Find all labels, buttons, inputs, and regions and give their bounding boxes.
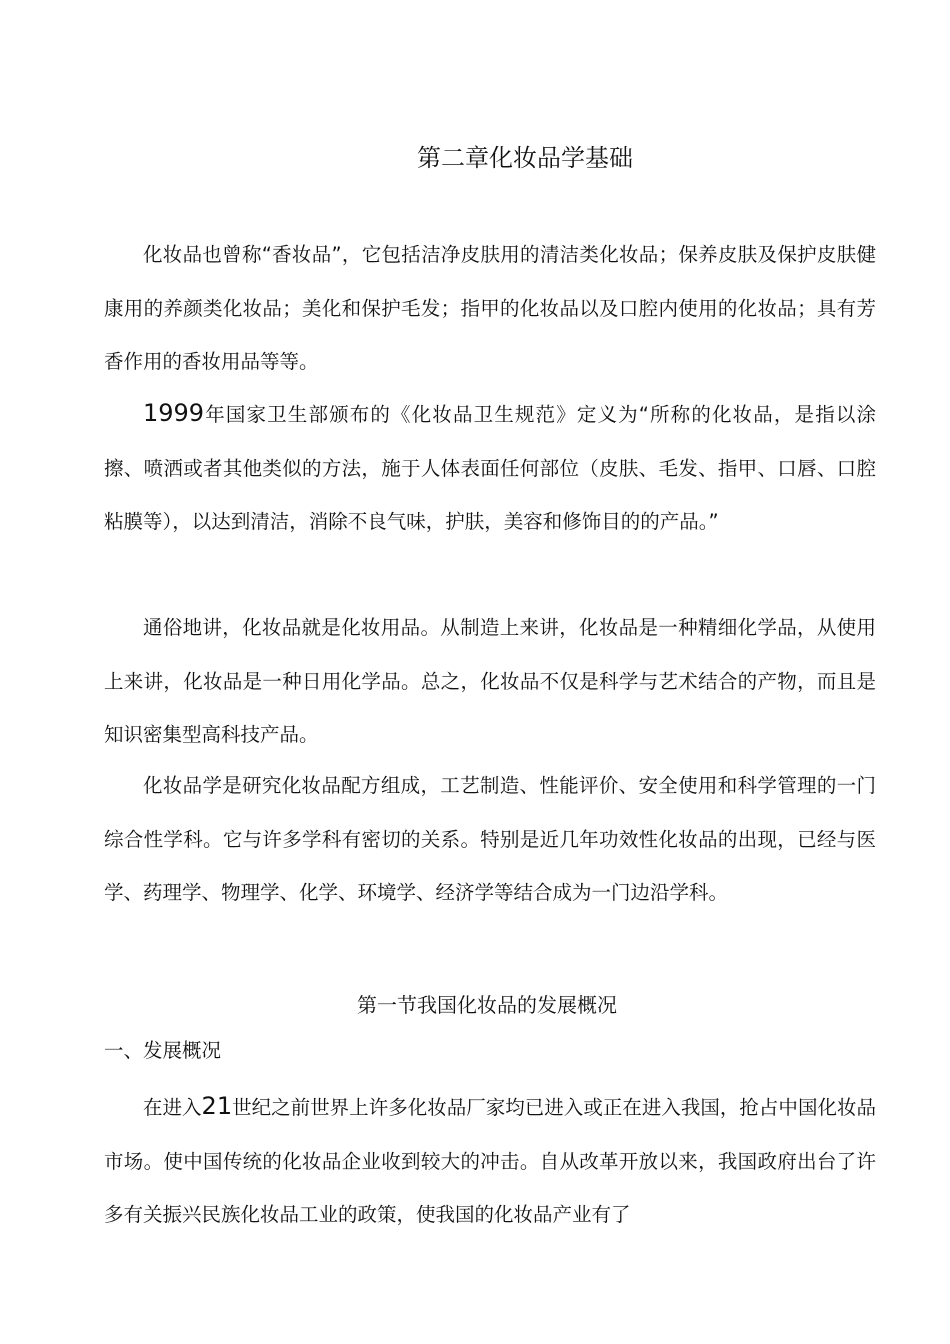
paragraph-cosmetics-definition: 化妆品也曾称“香妆品”，它包括洁净皮肤用的清洁类化妆品；保养皮肤及保护皮肤健康用的养颜类化妆品；美化和保护毛发；指甲的化妆品以及口腔内使用的化妆品；具有芳香作用的香妆用品等等。 <box>104 243 876 373</box>
paragraph-development-text: 世纪之前世界上许多化妆品厂家均已进入或正在进入我国，抢占中国化妆品市场。使中国传统的化妆品企业收到较大的冲击。自从改革开放以来，我国政府出台了许多有关振兴民族化妆品工业的政策，使我国的化妆品产业有了 <box>104 1096 876 1226</box>
subsection-title: 一、发展概况 <box>104 1039 222 1062</box>
century-number: 21 <box>201 1092 233 1120</box>
chapter-title: 第二章化妆品学基础 <box>417 144 633 172</box>
paragraph-cosmetology-discipline: 化妆品学是研究化妆品配方组成，工艺制造、性能评价、安全使用和科学管理的一门综合性学科。它与许多学科有密切的关系。特别是近几年功效性化妆品的出现，已经与医学、药理学、物理学、化学、环境学、经济学等结合成为一门边沿学科。 <box>104 774 876 904</box>
paragraph-development-prefix: 在进入 <box>143 1096 202 1119</box>
section-title: 第一节我国化妆品的发展概况 <box>357 993 617 1017</box>
paragraph-common-explanation: 通俗地讲，化妆品就是化妆用品。从制造上来讲，化妆品是一种精细化学品，从使用上来讲，化妆品是一种日用化学品。总之，化妆品不仅是科学与艺术结合的产物，而且是知识密集型高科技产品。 <box>104 616 876 746</box>
paragraph-regulation-text: 年国家卫生部颁布的《化妆品卫生规范》定义为“所称的化妆品，是指以涂擦、喷洒或者其他类似的方法，施于人体表面任何部位（皮肤、毛发、指甲、口唇、口腔粘膜等），以达到清洁，消除不良气味，护肤，美容和修饰目的的产品。” <box>104 403 876 533</box>
year-number: 1999 <box>143 399 205 427</box>
paragraph-regulation-definition <box>104 387 876 549</box>
paragraph-development-overview <box>104 1080 876 1242</box>
